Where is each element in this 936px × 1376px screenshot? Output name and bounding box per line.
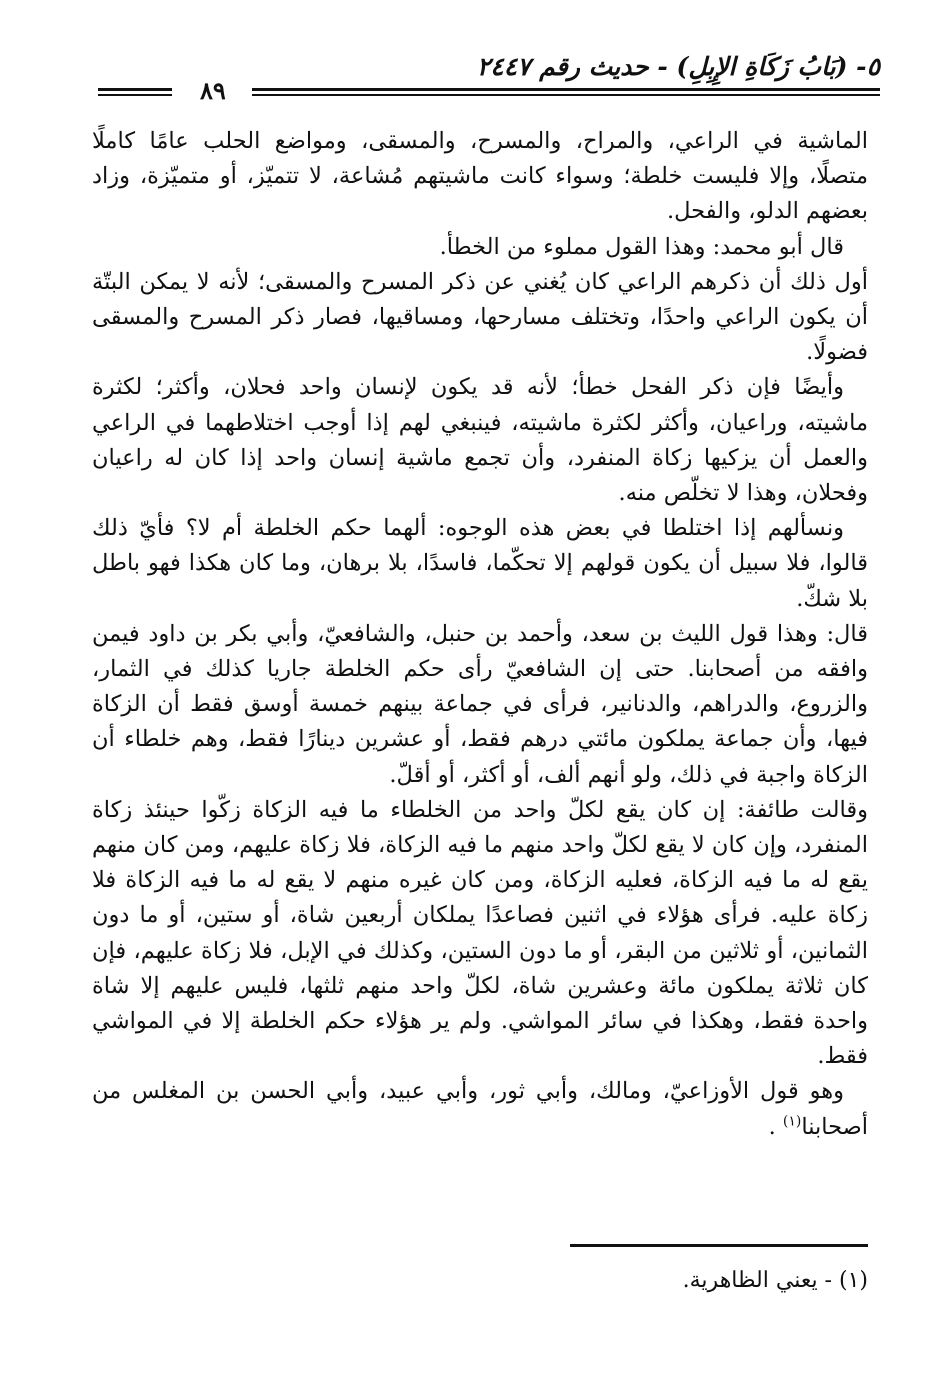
paragraph-8	[92, 1074, 868, 1144]
footnote-separator	[570, 1244, 868, 1247]
main-text	[92, 124, 868, 1145]
footnote: (١) - يعني الظاهرية.	[682, 1268, 868, 1293]
page-header	[90, 50, 880, 110]
paragraph-7: وقالت طائفة: إن كان يقع لكلّ واحد من الخلطاء ما فيه الزكاة زكّوا حينئذ زكاة المنفرد، وإن كان لا يقع لكلّ واحد منهم ما فيه الزكاة، فلا زكاة عليهم، ومن كان منهم يقع له ما فيه الزكاة، فعليه الزكاة، ومن كان غيره منهم لا يقع له ما فيه الزكاة فلا زكاة عليه. فرأى هؤلاء في اثنين فصاعدًا يملكان أربعين شاة، أو ستين، أو ما دون الثمانين، أو ثلاثين من البقر، أو ما دون الستين، وكذلك في الإبل، فلا زكاة عليهم، فإن كان ثلاثة يملكون مائة وعشرين شاة، لكلّ واحد منهم ثلثها، فليس عليهم إلا شاة واحدة فقط، وهكذا في سائر المواشي. ولم ير هؤلاء حكم الخلطة إلا في المواشي فقط.	[92, 796, 868, 1070]
page-number: ٨٩	[200, 76, 226, 105]
paragraph-3: أول ذلك أن ذكرهم الراعي كان يُغني عن ذكر المسرح والمسقى؛ لأنه لا يمكن البتّة أن يكون الراعي واحدًا، وتختلف مسارحها، ومساقيها، فصار ذكر المسرح والمسقى فضولًا.	[92, 268, 868, 366]
footnote-reference: (١)	[782, 1113, 802, 1130]
paragraph-8-text: وهو قول الأوزاعيّ، ومالك، وأبي ثور، وأبي عبيد، وأبي الحسن بن المغلس من أصحابنا	[92, 1078, 868, 1140]
paragraph-1: الماشية في الراعي، والمراح، والمسرح، والمسقى، ومواضع الحلب عامًا كاملًا متصلًا، وإلا فليست خلطة؛ وسواء كانت ماشيتهم مُشاعة، لا تتميّز، أو متميّزة، وزاد بعضهم الدلو، والفحل.	[92, 128, 868, 225]
paragraph-8-end: .	[768, 1113, 783, 1140]
paragraph-4: وأيضًا فإن ذكر الفحل خطأ؛ لأنه قد يكون لإنسان واحد فحلان، وأكثر؛ لكثرة ماشيته، وراعيان، وأكثر لكثرة ماشيته، فينبغي لهم إذا أوجب اختلاطهما في الراعي والعمل أن يزكيها زكاة المنفرد، وأن تجمع ماشية إنسان واحد إذا كان له راعيان وفحلان، وهذا لا تخلّص منه.	[92, 374, 868, 507]
header-rule-left	[98, 88, 172, 96]
header-rule-right	[252, 88, 880, 96]
paragraph-2: قال أبو محمد: وهذا القول مملوء من الخطأ.	[439, 233, 844, 260]
paragraph-6: قال: وهذا قول الليث بن سعد، وأحمد بن حنبل، والشافعيّ، وأبي بكر بن داود فيمن وافقه من أصحابنا. حتى إن الشافعيّ رأى حكم الخلطة جاريا كذلك في الثمار، والزروع، والدراهم، والدنانير، فرأى في جماعة بينهم خمسة أوسق فقط أن الزكاة فيها، وأن جماعة يملكون مائتي درهم فقط، أو عشرين دينارًا فقط، وهم خلطاء أن الزكاة واجبة في ذلك، ولو أنهم ألف، أو أكثر، أو أقلّ.	[92, 620, 868, 788]
paragraph-5: ونسألهم إذا اختلطا في بعض هذه الوجوه: ألهما حكم الخلطة أم لا؟ فأيّ ذلك قالوا، فلا سبيل أن يكون قولهم إلا تحكّما، فاسدًا، بلا برهان، وما كان هكذا فهو باطل بلا شكّ.	[92, 515, 868, 612]
running-title: ٥- (بَابُ زَكَاةِ الإِبِلِ) - حديث رقم ٢٤٤٧	[476, 52, 880, 81]
